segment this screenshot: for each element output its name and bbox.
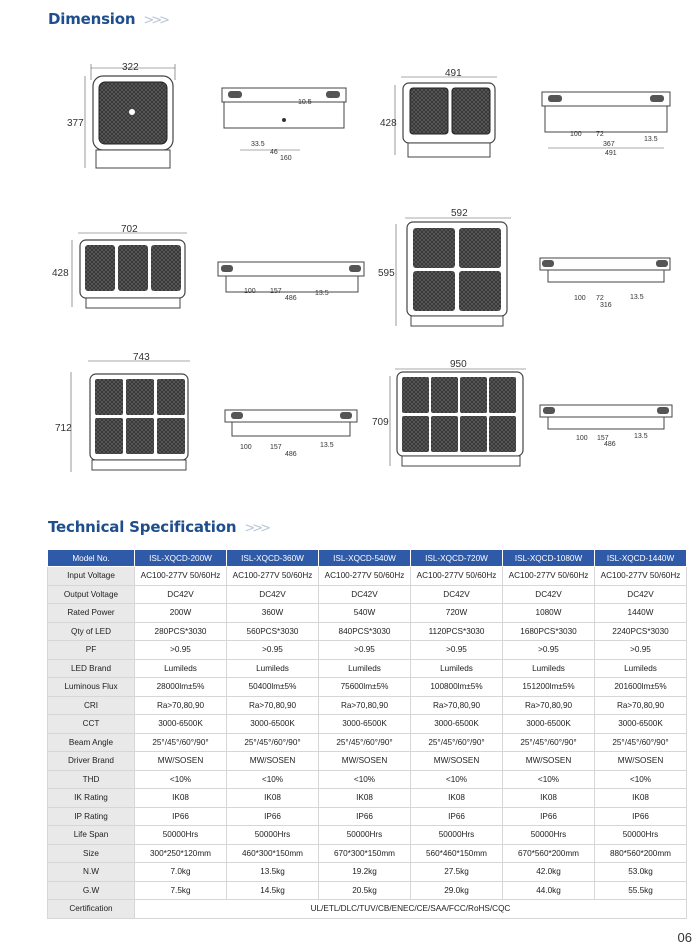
table-cell: 53.0kg [595, 863, 687, 882]
table-row [48, 622, 687, 641]
row-label: PF [48, 641, 135, 660]
svg-text:33.5: 33.5 [251, 141, 265, 148]
header-cell: ISL-XQCD-720W [411, 550, 503, 567]
table-cell: IK08 [503, 789, 595, 808]
table-cell: IP66 [503, 807, 595, 826]
table-row [48, 604, 687, 623]
row-label: N.W [48, 863, 135, 882]
table-cell: 50000Hrs [135, 826, 227, 845]
table-cell: 50000Hrs [319, 826, 411, 845]
table-cell: AC100-277V 50/60Hz [411, 567, 503, 586]
table-cell: 25°/45°/60°/90° [227, 733, 319, 752]
table-body [48, 567, 687, 919]
table-cell: 42.0kg [503, 863, 595, 882]
row-label: Certification [48, 900, 135, 919]
table-row [48, 733, 687, 752]
table-cell: 14.5kg [227, 881, 319, 900]
table-row [48, 567, 687, 586]
svg-text:13.5: 13.5 [634, 433, 648, 440]
table-cell: 28000lm±5% [135, 678, 227, 697]
svg-text:13.5: 13.5 [644, 136, 658, 143]
table-row [48, 863, 687, 882]
table-cell: 1080W [503, 604, 595, 623]
table-cell: DC42V [503, 585, 595, 604]
technical-spec-table [47, 549, 687, 919]
table-cell: IP66 [595, 807, 687, 826]
table-cell: >0.95 [595, 641, 687, 660]
table-cell: 75600lm±5% [319, 678, 411, 697]
table-cell: <10% [319, 770, 411, 789]
header-cell: ISL-XQCD-200W [135, 550, 227, 567]
dim-height-720w: 595 [378, 268, 395, 279]
table-cell: 25°/45°/60°/90° [411, 733, 503, 752]
front-view-360w [380, 68, 497, 157]
table-cell: 560PCS*3030 [227, 622, 319, 641]
table-cell: <10% [595, 770, 687, 789]
table-cell: 460*300*150mm [227, 844, 319, 863]
table-cell: 50000Hrs [595, 826, 687, 845]
row-label: Output Voltage [48, 585, 135, 604]
table-cell: AC100-277V 50/60Hz [227, 567, 319, 586]
table-cell: 2240PCS*3030 [595, 622, 687, 641]
table-cell: 29.0kg [411, 881, 503, 900]
svg-text:486: 486 [604, 441, 616, 448]
svg-text:13.5: 13.5 [315, 290, 329, 297]
table-cell: DC42V [135, 585, 227, 604]
table-cell: IP66 [227, 807, 319, 826]
table-cell: Lumileds [411, 659, 503, 678]
table-cell: 151200lm±5% [503, 678, 595, 697]
table-cell: IK08 [319, 789, 411, 808]
side-view-200w [222, 88, 346, 162]
header-cell: Model No. [48, 550, 135, 567]
table-cell: 25°/45°/60°/90° [319, 733, 411, 752]
table-cell: Ra>70,80,90 [135, 696, 227, 715]
svg-text:157: 157 [597, 435, 609, 442]
table-cell: 1440W [595, 604, 687, 623]
svg-text:13.5: 13.5 [320, 442, 334, 449]
table-cell: AC100-277V 50/60Hz [135, 567, 227, 586]
table-cell: 200W [135, 604, 227, 623]
table-cell: 3000-6500K [227, 715, 319, 734]
table-cell: Lumileds [503, 659, 595, 678]
table-cell: 44.0kg [503, 881, 595, 900]
table-cell: MW/SOSEN [411, 752, 503, 771]
table-row [48, 696, 687, 715]
row-label: LED Brand [48, 659, 135, 678]
table-cell: 201600lm±5% [595, 678, 687, 697]
table-cell: MW/SOSEN [319, 752, 411, 771]
row-label: Luminous Flux [48, 678, 135, 697]
svg-text:100: 100 [240, 444, 252, 451]
table-cell: MW/SOSEN [595, 752, 687, 771]
table-row [48, 789, 687, 808]
table-cell: Lumileds [595, 659, 687, 678]
table-cell: 560*460*150mm [411, 844, 503, 863]
svg-text:157: 157 [270, 444, 282, 451]
table-cell: Ra>70,80,90 [319, 696, 411, 715]
table-cell: 3000-6500K [503, 715, 595, 734]
table-cell: 1120PCS*3030 [411, 622, 503, 641]
table-cell: 50000Hrs [227, 826, 319, 845]
table-row [48, 807, 687, 826]
page-number: 06 [677, 930, 692, 945]
front-view-1080w [55, 352, 190, 472]
table-cell: IP66 [135, 807, 227, 826]
dimension-heading: Dimension >>> [48, 10, 168, 28]
dim-height-1080w: 712 [55, 423, 72, 434]
table-cell: 840PCS*3030 [319, 622, 411, 641]
side-view-540w [218, 262, 364, 302]
table-cell: 25°/45°/60°/90° [503, 733, 595, 752]
svg-text:10.5: 10.5 [298, 99, 312, 106]
table-cell: 7.5kg [135, 881, 227, 900]
svg-text:157: 157 [270, 288, 282, 295]
table-row [48, 770, 687, 789]
table-cell: IP66 [319, 807, 411, 826]
table-cell: >0.95 [227, 641, 319, 660]
row-label: Input Voltage [48, 567, 135, 586]
table-cell: 25°/45°/60°/90° [135, 733, 227, 752]
table-cell: >0.95 [319, 641, 411, 660]
table-cell: 3000-6500K [319, 715, 411, 734]
table-cell: 1680PCS*3030 [503, 622, 595, 641]
table-cell: 25°/45°/60°/90° [595, 733, 687, 752]
table-cell: IK08 [595, 789, 687, 808]
svg-text:100: 100 [574, 295, 586, 302]
table-cell: 300*250*120mm [135, 844, 227, 863]
dim-height-200w: 377 [67, 118, 84, 129]
table-cell: 27.5kg [411, 863, 503, 882]
row-label: Size [48, 844, 135, 863]
chevrons-icon: >>> [244, 521, 268, 536]
table-cell: DC42V [595, 585, 687, 604]
dim-height-1440w: 709 [372, 417, 389, 428]
row-label: Qty of LED [48, 622, 135, 641]
table-row [48, 881, 687, 900]
table-row [48, 641, 687, 660]
table-cell: 3000-6500K [411, 715, 503, 734]
table-row [48, 678, 687, 697]
table-cell: MW/SOSEN [503, 752, 595, 771]
table-cell: Lumileds [227, 659, 319, 678]
row-label: Driver Brand [48, 752, 135, 771]
table-cell: 540W [319, 604, 411, 623]
table-cell: AC100-277V 50/60Hz [595, 567, 687, 586]
table-cell: Ra>70,80,90 [411, 696, 503, 715]
table-cell: Lumileds [319, 659, 411, 678]
row-label: G.W [48, 881, 135, 900]
side-view-1080w [225, 410, 357, 458]
svg-text:13.5: 13.5 [630, 294, 644, 301]
technical-spec-heading: Technical Specification >>> [48, 518, 268, 536]
table-cell: IK08 [227, 789, 319, 808]
table-row [48, 715, 687, 734]
dim-width-360w: 491 [445, 68, 462, 79]
table-cell: 20.5kg [319, 881, 411, 900]
dim-width-540w: 702 [121, 224, 138, 235]
table-row [48, 826, 687, 845]
dim-width-720w: 592 [451, 208, 468, 219]
row-label: CRI [48, 696, 135, 715]
table-row [48, 752, 687, 771]
svg-text:316: 316 [600, 302, 612, 309]
svg-text:46: 46 [270, 149, 278, 156]
front-view-540w [52, 224, 187, 308]
header-cell: ISL-XQCD-540W [319, 550, 411, 567]
table-cell: DC42V [227, 585, 319, 604]
table-row-certification [48, 900, 687, 919]
dim-width-1440w: 950 [450, 359, 467, 370]
table-cell: 7.0kg [135, 863, 227, 882]
table-cell: <10% [227, 770, 319, 789]
table-cell: DC42V [319, 585, 411, 604]
table-cell: AC100-277V 50/60Hz [503, 567, 595, 586]
row-label: Rated Power [48, 604, 135, 623]
table-cell: <10% [135, 770, 227, 789]
front-view-200w [67, 62, 175, 168]
header-cell: ISL-XQCD-1440W [595, 550, 687, 567]
table-cell: 50000Hrs [411, 826, 503, 845]
table-cell: >0.95 [135, 641, 227, 660]
table-row [48, 659, 687, 678]
row-label: Life Span [48, 826, 135, 845]
svg-text:491: 491 [605, 150, 617, 157]
header-cell: ISL-XQCD-360W [227, 550, 319, 567]
table-cell: 670*300*150mm [319, 844, 411, 863]
row-label: THD [48, 770, 135, 789]
dim-height-540w: 428 [52, 268, 69, 279]
svg-text:100: 100 [576, 435, 588, 442]
svg-text:72: 72 [596, 131, 604, 138]
table-cell: Lumileds [135, 659, 227, 678]
table-cell: IK08 [411, 789, 503, 808]
front-view-720w [378, 208, 511, 326]
table-cell: <10% [503, 770, 595, 789]
table-cell: 720W [411, 604, 503, 623]
side-view-1440w [540, 405, 672, 448]
table-cell: >0.95 [411, 641, 503, 660]
table-cell: 55.5kg [595, 881, 687, 900]
svg-text:160: 160 [280, 155, 292, 162]
table-cell: 3000-6500K [595, 715, 687, 734]
table-cell: DC42V [411, 585, 503, 604]
table-cell: 19.2kg [319, 863, 411, 882]
svg-text:72: 72 [596, 295, 604, 302]
svg-text:486: 486 [285, 451, 297, 458]
table-cell: 280PCS*3030 [135, 622, 227, 641]
table-cell: MW/SOSEN [227, 752, 319, 771]
row-label: Beam Angle [48, 733, 135, 752]
svg-text:100: 100 [570, 131, 582, 138]
table-cell: IK08 [135, 789, 227, 808]
svg-text:367: 367 [603, 141, 615, 148]
svg-text:100: 100 [244, 288, 256, 295]
table-cell: Ra>70,80,90 [227, 696, 319, 715]
svg-text:486: 486 [285, 295, 297, 302]
table-cell: Ra>70,80,90 [595, 696, 687, 715]
dim-width-1080w: 743 [133, 352, 150, 363]
table-cell: 670*560*200mm [503, 844, 595, 863]
front-view-1440w [372, 359, 526, 466]
table-cell: 13.5kg [227, 863, 319, 882]
dim-height-360w: 428 [380, 118, 397, 129]
table-cell: 880*560*200mm [595, 844, 687, 863]
table-cell: 3000-6500K [135, 715, 227, 734]
table-cell: 50000Hrs [503, 826, 595, 845]
table-cell: >0.95 [503, 641, 595, 660]
certification-value: UL/ETL/DLC/TUV/CB/ENEC/CE/SAA/FCC/RoHS/CQC [135, 900, 687, 919]
table-cell: 50400lm±5% [227, 678, 319, 697]
table-cell: 100800lm±5% [411, 678, 503, 697]
table-cell: IP66 [411, 807, 503, 826]
header-cell: ISL-XQCD-1080W [503, 550, 595, 567]
row-label: IK Rating [48, 789, 135, 808]
table-cell: MW/SOSEN [135, 752, 227, 771]
table-row [48, 844, 687, 863]
row-label: CCT [48, 715, 135, 734]
table-cell: 360W [227, 604, 319, 623]
dim-width-200w: 322 [122, 62, 139, 73]
table-cell: Ra>70,80,90 [503, 696, 595, 715]
side-view-720w [540, 258, 670, 309]
chevrons-icon: >>> [143, 13, 168, 28]
table-cell: AC100-277V 50/60Hz [319, 567, 411, 586]
table-cell: <10% [411, 770, 503, 789]
table-row [48, 585, 687, 604]
table-header-row [48, 550, 687, 567]
row-label: IP Rating [48, 807, 135, 826]
side-view-360w [542, 92, 670, 157]
